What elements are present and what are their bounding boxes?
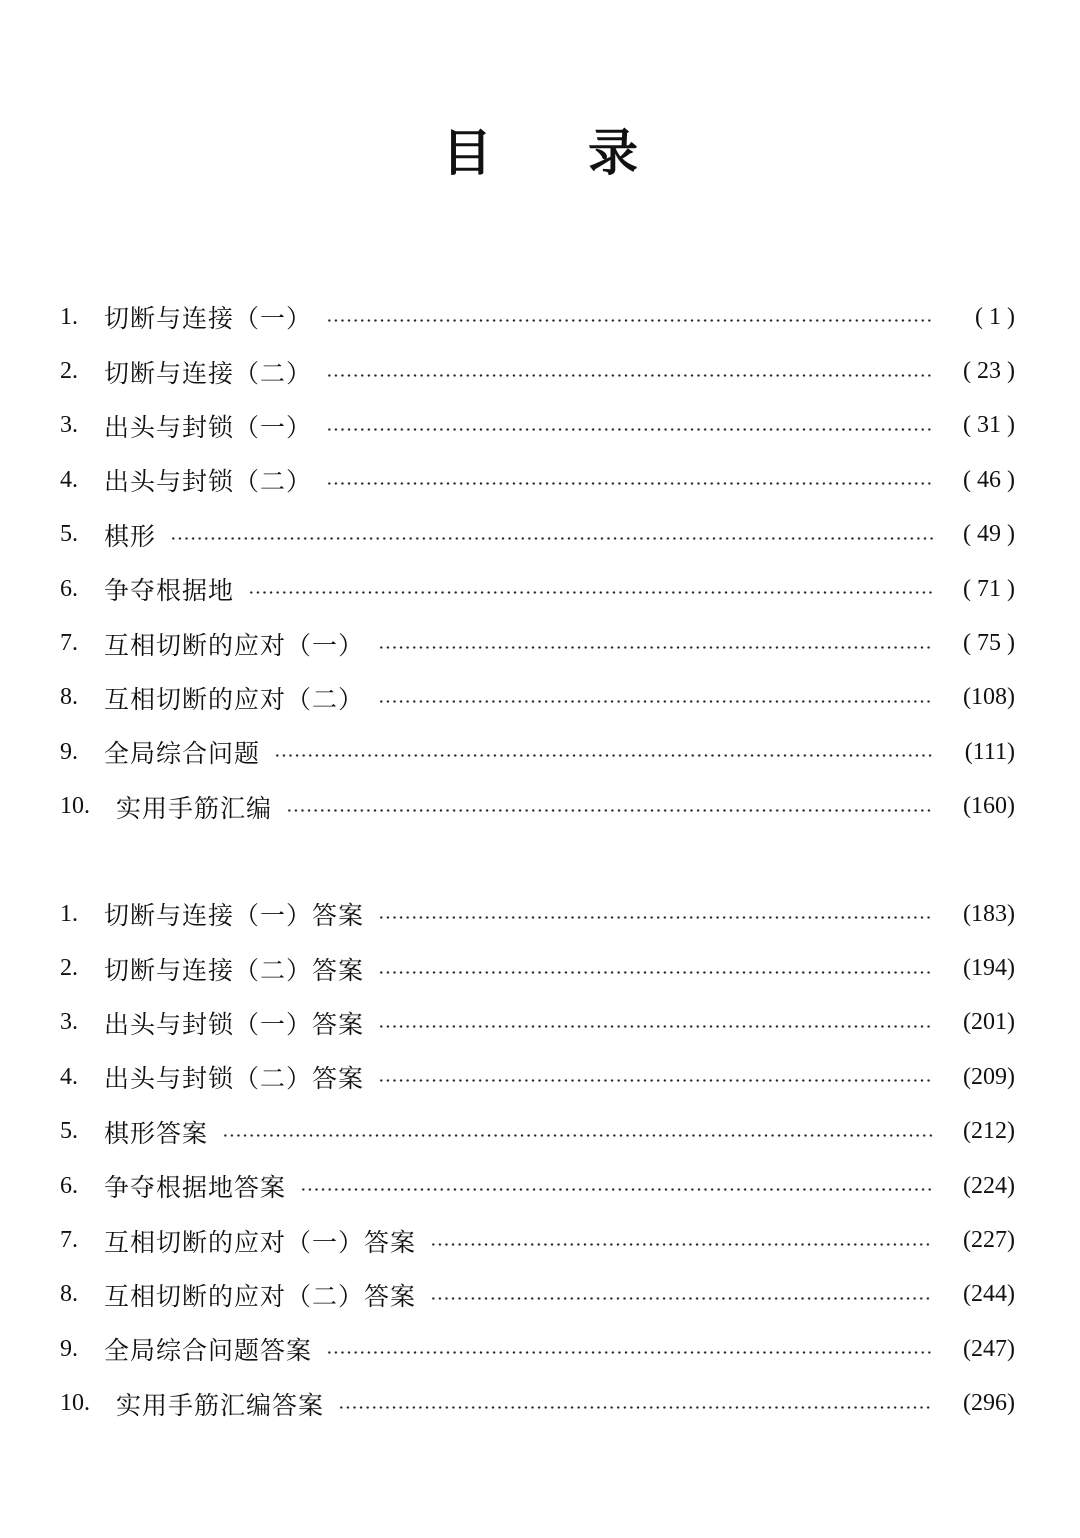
entry-page: (227) [963,1227,1015,1254]
entry-number: 1. [60,900,78,927]
toc-entry[interactable] [60,941,1015,995]
entry-title: 切断与连接（二） [104,358,313,388]
toc-entry[interactable] [60,616,1015,670]
dot-leader [300,1173,933,1199]
toc-entry[interactable] [60,562,1015,616]
dot-leader [248,576,933,602]
dot-leader [326,413,933,439]
entry-number: 7. [60,1227,78,1254]
entry-title: 互相切断的应对（一）答案 [104,1227,417,1257]
page-title [0,118,1080,188]
entry-title: 互相切断的应对（一） [104,630,365,660]
entry-number: 5. [60,1118,78,1145]
entry-page: ( 49 ) [963,521,1015,548]
dot-leader [430,1228,933,1254]
entry-page: (247) [963,1335,1015,1362]
toc-entry[interactable] [60,399,1015,453]
dot-leader [338,1391,933,1417]
entry-number: 8. [60,1281,78,1308]
entry-number: 9. [60,738,78,765]
dot-leader [326,304,933,330]
entry-number: 5. [60,521,78,548]
entry-title: 切断与连接（一） [104,304,313,334]
dot-leader [170,522,933,548]
entry-number: 2. [60,358,78,385]
dot-leader [378,631,933,657]
entry-title: 出头与封锁（一） [104,412,313,442]
entry-number: 4. [60,1063,78,1090]
dot-leader [378,1064,933,1090]
toc-entry[interactable] [60,453,1015,507]
entry-page: (194) [963,955,1015,982]
entry-number: 4. [60,466,78,493]
entry-page: ( 23 ) [963,358,1015,385]
toc-entry[interactable] [60,780,1015,834]
toc-entry[interactable] [60,1159,1015,1213]
entry-title: 出头与封锁（二） [104,467,313,497]
entry-title: 切断与连接（二）答案 [104,955,365,985]
entry-title: 实用手筋汇编答案 [116,1390,325,1420]
toc-entry[interactable] [60,290,1015,344]
entry-page: ( 71 ) [963,575,1015,602]
entry-title: 争夺根据地答案 [104,1173,287,1203]
toc-entry[interactable] [60,1322,1015,1376]
entry-page: (160) [963,793,1015,820]
dot-leader [326,467,933,493]
dot-leader [286,794,933,820]
dot-leader [326,1336,933,1362]
entry-number: 10. [60,793,90,820]
entry-title: 切断与连接（一）答案 [104,901,365,931]
entry-title: 互相切断的应对（二）答案 [104,1281,417,1311]
toc-entry[interactable] [60,671,1015,725]
entry-title: 出头与封锁（一）答案 [104,1009,365,1039]
entry-page: (201) [963,1009,1015,1036]
entry-number: 3. [60,412,78,439]
toc-entry[interactable] [60,1268,1015,1322]
entry-title: 全局综合问题 [104,739,261,769]
dot-leader [378,1010,933,1036]
entry-page: (108) [963,684,1015,711]
entry-page: (244) [963,1281,1015,1308]
entry-page: ( 46 ) [963,466,1015,493]
toc-entry[interactable] [60,1377,1015,1431]
toc-entry[interactable] [60,1213,1015,1267]
entry-number: 1. [60,303,78,330]
entry-title: 棋形 [104,521,157,551]
entry-number: 10. [60,1390,90,1417]
entry-page: ( 1 ) [975,303,1015,330]
dot-leader [378,956,933,982]
dot-leader [222,1119,933,1145]
entry-title: 棋形答案 [104,1118,209,1148]
entry-title: 互相切断的应对（二） [104,684,365,714]
dot-leader [378,901,933,927]
entry-page: (183) [963,900,1015,927]
toc-entry[interactable] [60,725,1015,779]
entry-title: 出头与封锁（二）答案 [104,1064,365,1094]
entry-number: 3. [60,1009,78,1036]
toc-entry[interactable] [60,996,1015,1050]
entry-title: 实用手筋汇编 [116,793,273,823]
entry-title: 全局综合问题答案 [104,1336,313,1366]
entry-page: ( 75 ) [963,630,1015,657]
toc-entry[interactable] [60,344,1015,398]
entry-number: 7. [60,630,78,657]
entry-page: (209) [963,1063,1015,1090]
dot-leader [274,739,933,765]
entry-number: 6. [60,575,78,602]
dot-leader [326,359,933,385]
entry-number: 9. [60,1335,78,1362]
entry-page: (212) [963,1118,1015,1145]
entry-title: 争夺根据地 [104,576,235,606]
entry-page: (296) [963,1390,1015,1417]
entry-page: (224) [963,1172,1015,1199]
dot-leader [430,1282,933,1308]
dot-leader [378,685,933,711]
entry-page: (111) [964,738,1015,765]
entry-number: 8. [60,684,78,711]
title-char-2: 录 [588,124,638,182]
entry-page: ( 31 ) [963,412,1015,439]
toc-entry[interactable] [60,1050,1015,1104]
toc-entry[interactable] [60,508,1015,562]
contents-list [60,290,1015,834]
entry-number: 6. [60,1172,78,1199]
entry-number: 2. [60,955,78,982]
answers-list [60,887,1015,1431]
toc-entry[interactable] [60,1105,1015,1159]
title-char-1: 目 [442,124,492,182]
toc-entry[interactable] [60,887,1015,941]
